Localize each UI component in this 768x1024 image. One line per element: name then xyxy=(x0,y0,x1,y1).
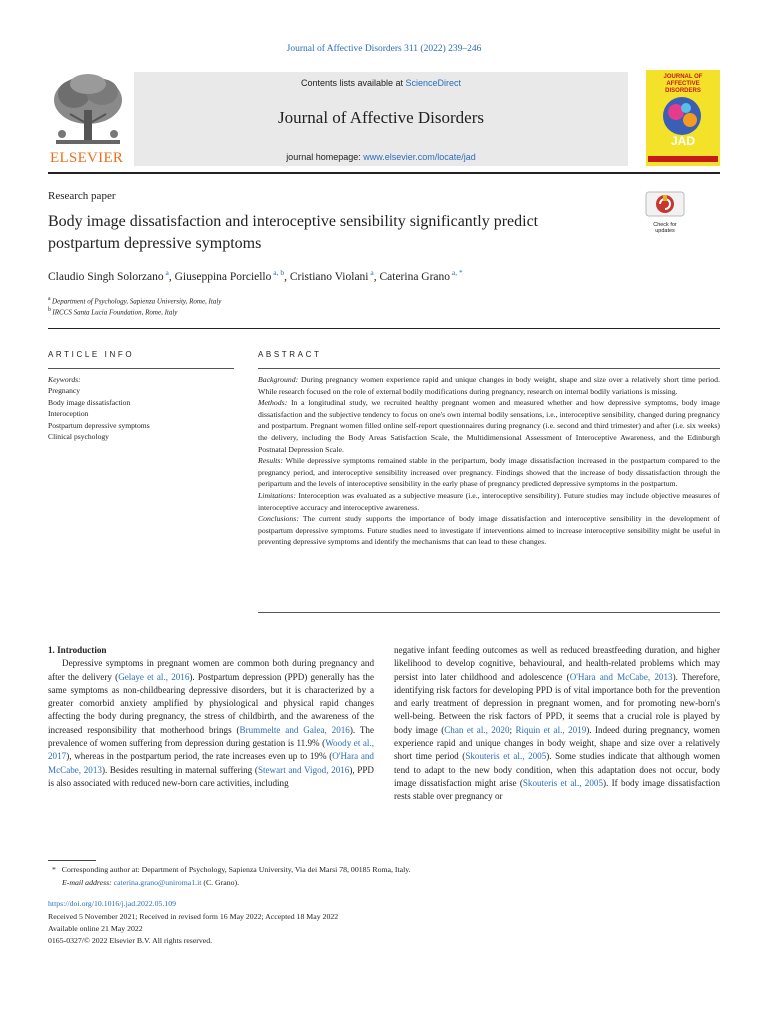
body-text: ). Some studies indicate that although women tend to adapt to the new body condition, when this adaptation does not occur, body image dissatisfaction might arise ( xyxy=(394,751,720,788)
corresponding-text: Corresponding author at: Department of Psychology, Sapienza University, Via dei Marsi 78, 00185 Roma, Italy. xyxy=(61,865,411,874)
keyword: Clinical psychology xyxy=(48,432,109,442)
body-text: ). Postpartum depression (PPD) generally has the same symptoms as non-childbearing depressive disorders, but it is characterized by a greater comorbid anxiety amplified by physiological and physical rapid changes affecting the body during pregnancy, the stress of childbirth, and the awareness of the increased responsibility that motherhood brings ( xyxy=(48,671,374,735)
body-text: ), PPD is also associated with reduced new-born care activities, including xyxy=(48,764,374,788)
citation-link[interactable]: O'Hara and McCabe, 2013 xyxy=(48,751,374,775)
asterisk-mark: * xyxy=(52,865,62,874)
body-text: ). Besides resulting in maternal suffering ( xyxy=(101,764,258,775)
body-text: ). The prevalence of women suffering from depression during gestation is 11.9% ( xyxy=(48,724,374,749)
email-label: E-mail address: xyxy=(62,878,114,887)
contents-line xyxy=(134,78,628,88)
email-suffix: (C. Grano). xyxy=(201,878,240,887)
author-affiliation-marker[interactable]: a, * xyxy=(450,268,463,277)
author-affiliation-marker[interactable]: a xyxy=(368,268,374,277)
badge-line2: updates xyxy=(655,228,675,234)
keywords-block xyxy=(48,374,150,442)
abstract-text: While depressive symptoms remained stable in the peripartum, body image dissatisfaction increased in the postpartum compared to the pregnancy period, and interoceptive sensibility increased over pregnancy. Findings showed that the increase of body dissatisfaction through the peripartum and the levels of interoceptive sensibility in the early phase of pregnancy predicted depressive symptoms in the postpartum. xyxy=(258,456,720,489)
affiliation-marker: a xyxy=(48,296,53,302)
email-footnote xyxy=(62,877,239,889)
author-list xyxy=(48,268,463,283)
keyword: Body image dissatisfaction xyxy=(48,397,131,407)
author-affiliation-marker[interactable]: a, b xyxy=(271,268,285,277)
doi-link[interactable]: https://doi.org/10.1016/j.jad.2022.05.109 xyxy=(48,899,177,908)
author-name: Cristiano Violani xyxy=(289,270,369,283)
citation-link[interactable]: Stewart and Vigod, 2016 xyxy=(257,764,350,775)
homepage-link[interactable]: www.elsevier.com/locate/jad xyxy=(363,152,476,162)
body-text: ). Indeed during pregnancy, women experience rapid and unique changes in body weight, shape and size over a relatively short time period ( xyxy=(394,724,720,762)
badge-line1: Check for xyxy=(653,222,677,228)
abstract-label: Limitations: xyxy=(258,490,296,500)
elsevier-logo[interactable] xyxy=(48,70,128,166)
footnote-rule xyxy=(48,860,96,861)
citation-link[interactable]: O'Hara and McCabe, 2013 xyxy=(569,671,673,682)
header-divider xyxy=(48,172,720,174)
intro-column-left xyxy=(48,644,374,790)
keywords-rule xyxy=(48,368,234,369)
citation-link[interactable]: Chan et al., 2020 xyxy=(444,724,510,735)
sciencedirect-link[interactable]: ScienceDirect xyxy=(405,78,462,88)
abstract-label: Conclusions: xyxy=(258,514,299,524)
abstract-text: During pregnancy women experience rapid and unique changes in body weight, shape and size over a relatively short time period. While research focused on the role of external bodily modifications during pregnancy, research on internal bodily variations is missing. xyxy=(258,375,720,396)
affiliation xyxy=(48,296,221,305)
abstract-text: Interoception was evaluated as a subjective measure (i.e., interoceptive sensibility). Future studies may include objective measures of interoceptive accuracy and interoceptive awareness. xyxy=(258,490,720,512)
abstract-label: Methods: xyxy=(258,398,288,408)
abstract-paragraph xyxy=(258,374,720,397)
journal-title: Journal of Affective Disorders xyxy=(278,108,484,127)
abstract-paragraph xyxy=(258,513,720,548)
journal-reference[interactable]: Journal of Affective Disorders 311 (2022) 239–246 xyxy=(286,44,482,54)
author-separator: , xyxy=(168,270,175,283)
author-separator: , xyxy=(284,270,290,283)
body-text: negative infant feeding outcomes as well as reduced breastfeeding duration, and higher likelihood to develop cognitive, behavioural, and health-related problems which may persist into later childhood and adolescence ( xyxy=(394,645,720,682)
abstract-paragraph xyxy=(258,397,720,455)
citation-link[interactable]: Skouteris et al., 2005 xyxy=(465,751,547,762)
affiliation-text: Department of Psychology, Sapienza University, Rome, Italy xyxy=(52,297,222,306)
citation-link[interactable]: Riquin et al., 2019 xyxy=(515,724,587,735)
abstract-text: The current study supports the importance of body image dissatisfaction and interoceptive sensibility in the development of postpartum depressive symptoms. Future studies need to investigate if interventions aimed to increase interoceptive sensibility might be useful in preventing depressive symptoms and identify the mechanisms that can lead to these changes. xyxy=(258,514,720,547)
citation-link[interactable]: Skouteris et al., 2005 xyxy=(522,777,603,788)
copyright: 0165-0327/© 2022 Elsevier B.V. All rights reserved. xyxy=(48,936,213,945)
author-separator: , xyxy=(373,270,380,283)
homepage-prefix: journal homepage: xyxy=(286,152,364,162)
available-online: Available online 21 May 2022 xyxy=(48,924,143,933)
affiliation-marker: b xyxy=(48,307,53,313)
intro-paragraph-left xyxy=(48,657,374,790)
keywords-label: Keywords: xyxy=(48,375,81,384)
body-text: Depressive symptoms in pregnant women are common both during pregnancy and after the delivery ( xyxy=(48,658,374,682)
abstract-rule xyxy=(258,368,720,369)
journal-cover[interactable] xyxy=(646,70,720,166)
keyword: Postpartum depressive symptoms xyxy=(48,420,150,430)
body-text: ). If body image dissatisfaction rests stable over pregnancy or xyxy=(394,777,720,802)
contents-prefix: Contents lists available at xyxy=(300,78,406,88)
cover-art-icon xyxy=(646,70,720,166)
publisher-wordmark: ELSEVIER xyxy=(50,150,124,166)
author-name: Giuseppina Porciello xyxy=(174,270,272,283)
homepage-line xyxy=(134,152,628,162)
body-text: ). Therefore, identifying risk factors for developing PPD is of vital importance both for the prevention and early treatment of depression in pregnant women, and for promoting new-born's well-being. Between the risk factors of PPD, it seems that a crucial role is played by body image ( xyxy=(394,671,721,735)
citation-link[interactable]: Woody et al., 2017 xyxy=(48,738,375,762)
tree-icon xyxy=(48,70,128,148)
citation-link[interactable]: Gelaye et al., 2016 xyxy=(118,671,190,682)
journal-banner xyxy=(48,70,720,166)
article-info-heading: ARTICLE INFO xyxy=(48,350,135,359)
article-title: Body image dissatisfaction and interoceptive sensibility significantly predict postpartum depressive symptoms xyxy=(48,213,539,252)
author-name: Caterina Grano xyxy=(379,270,451,283)
keyword: Pregnancy xyxy=(48,386,81,396)
abstract-end-rule xyxy=(258,612,720,613)
updates-icon xyxy=(645,191,685,217)
abstract-paragraph xyxy=(258,455,720,490)
affiliation-text: IRCCS Santa Lucia Foundation, Rome, Italy xyxy=(52,308,178,317)
banner-center xyxy=(134,72,628,166)
intro-column-right xyxy=(394,644,720,804)
corresponding-footnote xyxy=(52,864,411,876)
citation-link[interactable]: Brummelte and Galea, 2016 xyxy=(239,724,350,735)
article-type: Research paper xyxy=(48,190,116,202)
check-for-updates-badge[interactable] xyxy=(645,191,685,234)
body-text: ; xyxy=(509,724,516,735)
abstract-paragraph xyxy=(258,490,720,513)
abstract-text: In a longitudinal study, we recruited healthy pregnant women and measured whether and how depressive symptoms, body image dissatisfaction and the subjective tendency to focus on one's own internal bodily sensations, i.e., interoceptive sensibility, changed during pregnancy and postpartum. Pregnant women filled online self-report questionnaires during pregnancy (i.e. second and third trimester) and after (i.e. six weeks) the delivery, including the Body Areas Satisfaction Scale, the Multidimensional Assessment of Interoceptive Awareness, and the Edinburgh Postnatal Depression Scale. xyxy=(258,398,720,454)
abstract-label: Background: xyxy=(258,375,299,384)
affiliation xyxy=(48,307,177,316)
received-dates: Received 5 November 2021; Received in revised form 16 May 2022; Accepted 18 May 2022 xyxy=(48,912,339,921)
intro-paragraph-right xyxy=(394,644,720,804)
author-affiliation-marker[interactable]: a xyxy=(163,268,169,277)
author-name: Claudio Singh Solorzano xyxy=(48,270,164,283)
info-divider xyxy=(48,328,720,329)
abstract-body xyxy=(258,374,720,548)
cover-abbr: JAD xyxy=(670,134,695,148)
section-heading-introduction: 1. Introduction xyxy=(48,645,107,655)
body-text: ), whereas in the postpartum period, the rate increases even up to 19% ( xyxy=(66,751,333,762)
keyword: Interoception xyxy=(48,409,89,419)
cover-title: JOURNAL OF AFFECTIVE DISORDERS xyxy=(663,74,703,94)
abstract-heading: ABSTRACT xyxy=(258,350,322,359)
email-link[interactable]: caterina.grano@uniroma1.it xyxy=(113,878,202,887)
abstract-label: Results: xyxy=(258,456,283,466)
